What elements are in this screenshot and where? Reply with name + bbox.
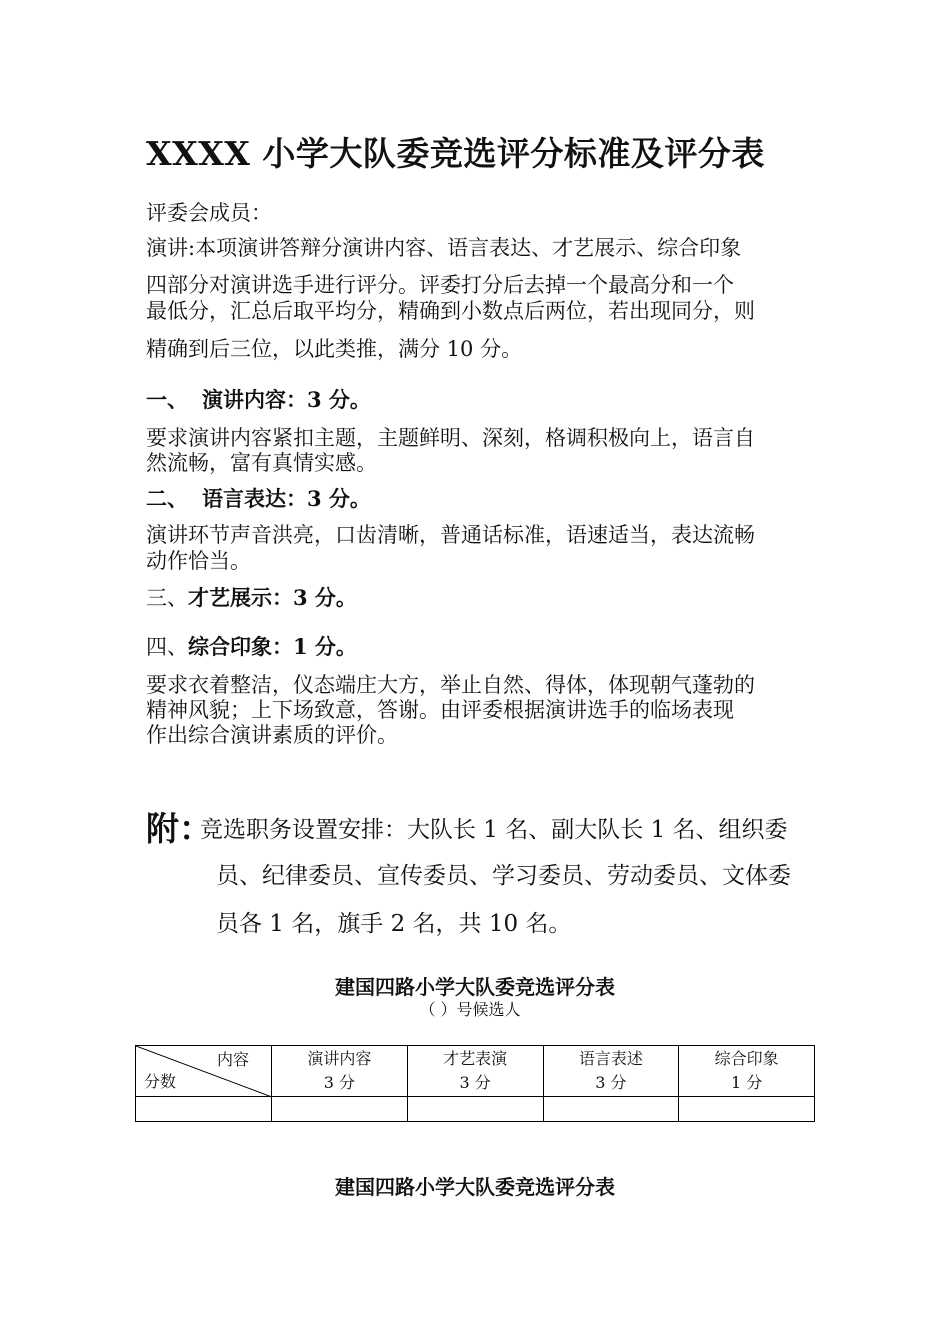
column-points: 3 分 — [595, 1073, 627, 1092]
section-heading-1 — [146, 384, 371, 414]
score-cell[interactable] — [136, 1097, 272, 1122]
section-title-2: 语言表达：3 分。 — [202, 486, 371, 511]
score-table-subtitle: （ ）号候选人 — [419, 1000, 521, 1019]
section-heading-2 — [146, 483, 371, 513]
intro-line-4: 精确到后三位，以此类推，满分 10 分。 — [146, 337, 523, 361]
score-cell[interactable] — [272, 1097, 408, 1122]
column-header-talent — [407, 1046, 543, 1097]
section-body-4-line-2: 精神风貌；上下场致意，答谢。由评委根据演讲选手的临场表现 — [146, 698, 734, 722]
column-points: 3 分 — [459, 1073, 491, 1092]
section-num-2: 二、 — [146, 486, 188, 511]
score-cell[interactable] — [407, 1097, 543, 1122]
section-num-1: 一、 — [146, 387, 188, 412]
column-name: 语言表述 — [578, 1049, 643, 1068]
section-body-1-line-1: 要求演讲内容紧扣主题，主题鲜明、深刻，格调积极向上，语言自 — [146, 426, 755, 450]
corner-label-content: 内容 — [216, 1050, 249, 1069]
section-num-4: 四、 — [146, 635, 188, 659]
appendix-line-2: 员、纪律委员、宣传委员、学习委员、劳动委员、文体委 — [216, 863, 791, 889]
document-title: XXXX 小学大队委竞选评分标准及评分表 — [146, 134, 765, 173]
section-num-3: 三、 — [146, 586, 188, 610]
column-header-speech-content — [272, 1046, 408, 1097]
score-cell[interactable] — [543, 1097, 679, 1122]
column-points: 1 分 — [730, 1073, 763, 1092]
judges-label: 评委会成员： — [146, 201, 272, 225]
score-table — [135, 1045, 815, 1122]
score-entry-row — [136, 1097, 815, 1122]
column-header-overall — [679, 1046, 815, 1097]
score-table-header-row — [136, 1046, 815, 1097]
section-title-4: 综合印象：1 分。 — [188, 634, 357, 659]
column-points: 3 分 — [323, 1073, 356, 1092]
column-header-language — [543, 1046, 679, 1097]
section-body-4-line-1: 要求衣着整洁，仪态端庄大方，举止自然、得体，体现朝气蓬勃的 — [146, 673, 755, 697]
appendix-line-3: 员各 1 名，旗手 2 名，共 10 名。 — [216, 911, 572, 937]
section-body-2-line-1: 演讲环节声音洪亮，口齿清晰，普通话标准，语速适当，表达流畅 — [146, 523, 755, 547]
score-cell[interactable] — [679, 1097, 815, 1122]
intro-line-2: 四部分对演讲选手进行评分。评委打分后去掉一个最高分和一个 — [146, 273, 734, 297]
appendix-line-1: 竞选职务设置安排：大队长 1 名、副大队长 1 名、组织委 — [200, 817, 788, 843]
section-heading-4 — [146, 631, 357, 661]
appendix-mark: 附： — [146, 809, 212, 848]
column-name: 才艺表演 — [443, 1049, 508, 1068]
intro-line-3: 最低分，汇总后取平均分，精确到小数点后两位，若出现同分，则 — [146, 299, 755, 323]
section-body-2-line-2: 动作恰当。 — [146, 549, 251, 573]
score-table-title: 建国四路小学大队委竞选评分表 — [335, 975, 615, 999]
section-body-1-line-2: 然流畅，富有真情实感。 — [146, 451, 377, 475]
column-name: 演讲内容 — [307, 1049, 372, 1068]
corner-label-score: 分数 — [144, 1072, 177, 1091]
second-table-title: 建国四路小学大队委竞选评分表 — [335, 1175, 615, 1199]
column-name: 综合印象 — [714, 1049, 779, 1068]
section-heading-3 — [146, 582, 357, 612]
section-title-1: 演讲内容：3 分。 — [202, 387, 371, 412]
section-title-3: 才艺展示：3 分。 — [188, 585, 357, 610]
intro-line-1: 演讲:本项演讲答辩分演讲内容、语言表达、才艺展示、综合印象 — [146, 236, 742, 260]
section-body-4-line-3: 作出综合演讲素质的评价。 — [146, 723, 398, 747]
score-table-corner-cell — [136, 1046, 272, 1097]
